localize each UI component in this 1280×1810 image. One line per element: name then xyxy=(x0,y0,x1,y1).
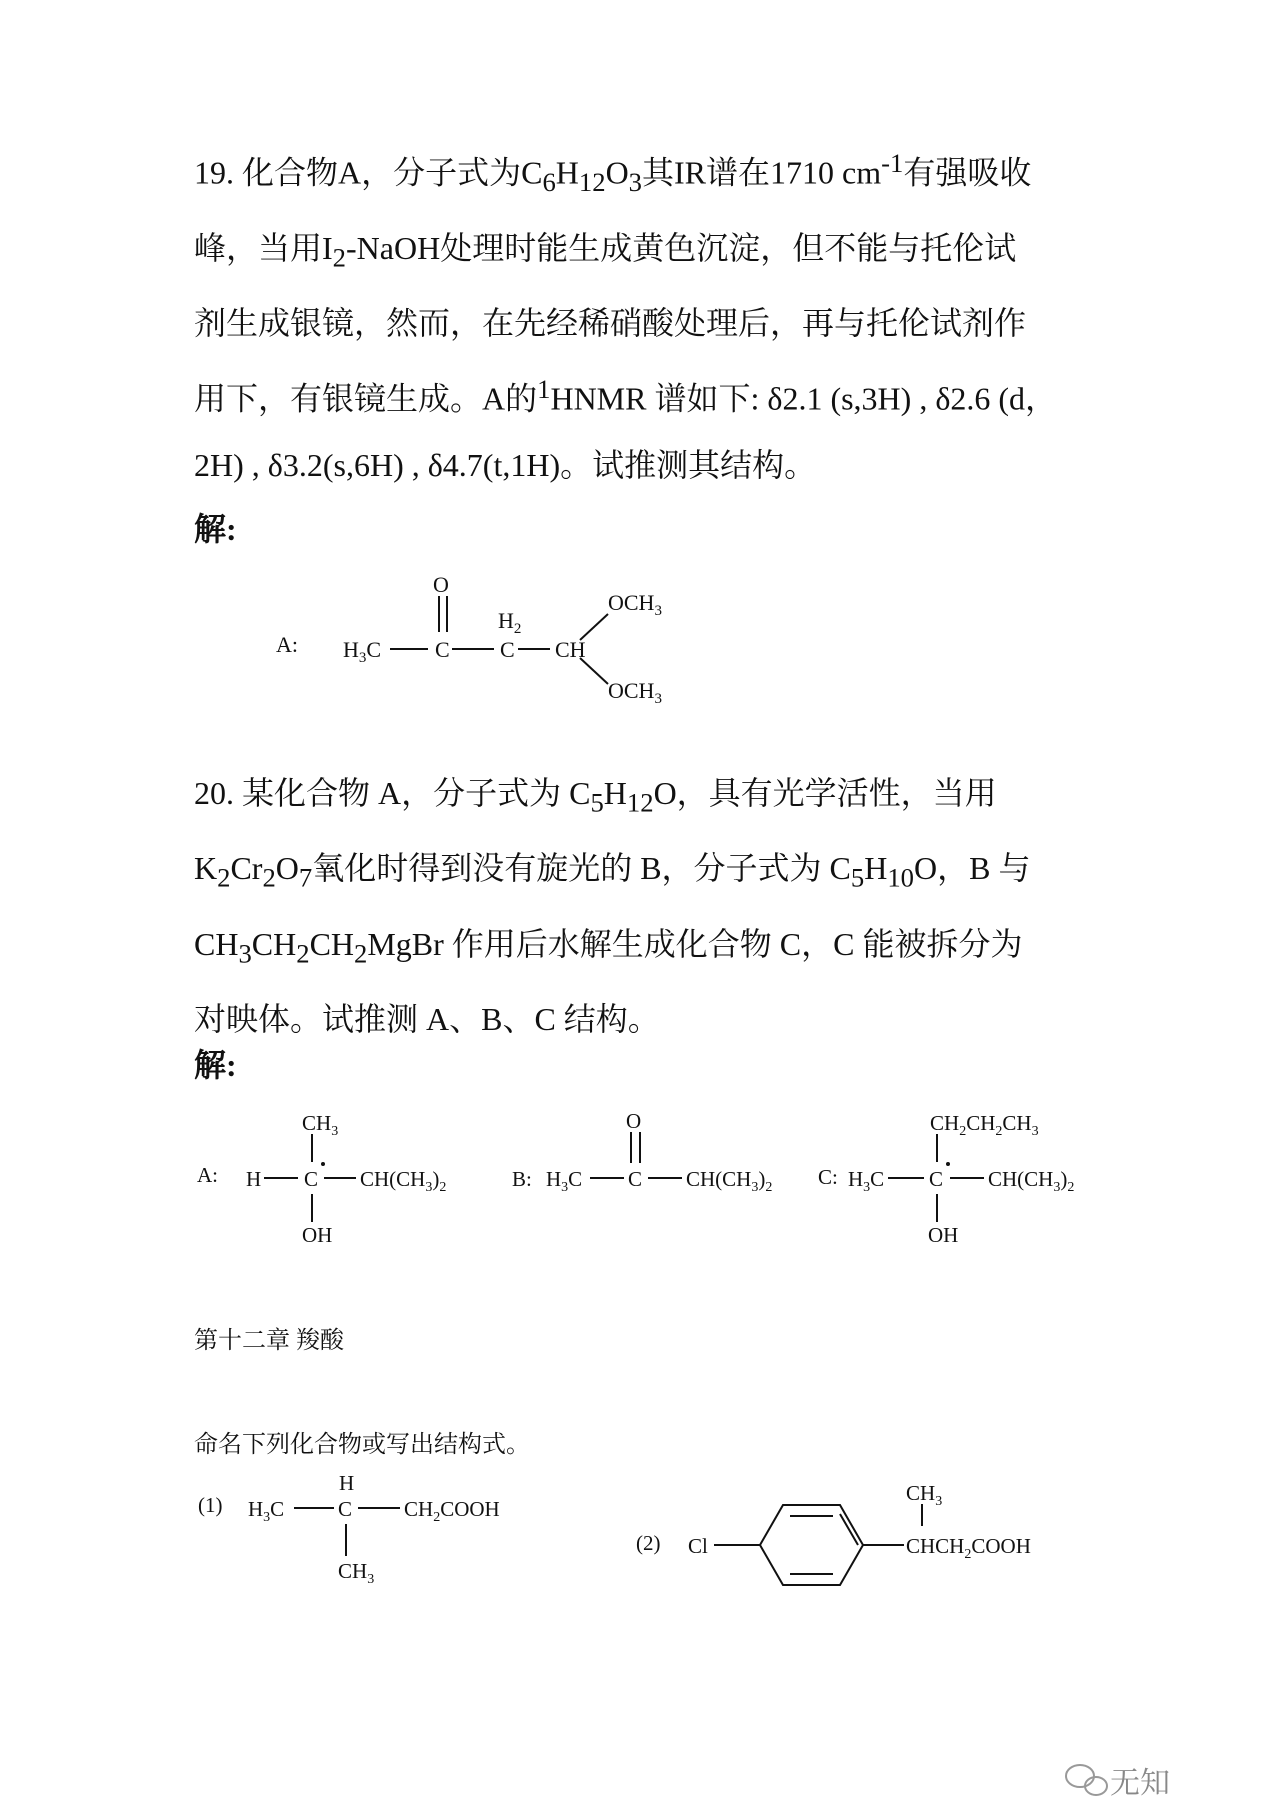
q19-struct-label: A: xyxy=(276,632,298,657)
s1-h3c: $H_3C$ xyxy=(248,1497,285,1525)
q20-a-label: A: xyxy=(197,1163,218,1187)
q20-a-chiral-dot xyxy=(321,1162,325,1166)
s1-h: H xyxy=(339,1471,355,1495)
q20-line-3: $CH_3CH_2CH_2MgBr$ 作用后水解生成化合物 C，C 能被拆分为 xyxy=(194,925,1023,969)
s1-ch3: $CH_3$ xyxy=(338,1559,375,1587)
q19-line-2: 峰，当用$I_2$-NaOH处理时能生成黄色沉淀，但不能与托伦试 xyxy=(194,230,1017,273)
chapter-title: 第十二章 羧酸 xyxy=(194,1328,344,1354)
wechat-icon xyxy=(1066,1765,1107,1795)
watermark-text: 无知 xyxy=(1110,1766,1170,1801)
chapter-structure-2 xyxy=(636,1481,1031,1562)
q20-answer-label: 解: xyxy=(194,1047,237,1083)
q20-c-oh: OH xyxy=(928,1223,959,1247)
q20-c-h3c: $H_3C$ xyxy=(848,1167,885,1195)
q20-a-h: H xyxy=(246,1167,262,1191)
q19-carbonyl-carbon: C xyxy=(435,637,450,662)
q19-ch: CH xyxy=(555,637,586,662)
q20-a-ch3: $CH_3$ xyxy=(302,1111,339,1139)
s1-number: (1) xyxy=(198,1493,223,1517)
s2-cl: Cl xyxy=(688,1534,708,1558)
q19-och3-bottom: $OCH_3$ xyxy=(608,678,662,707)
q20-structure-a xyxy=(197,1111,446,1247)
chapter-structure-1 xyxy=(198,1471,500,1587)
q19-answer-label: 解: xyxy=(194,511,237,547)
s1-right: $CH_2COOH$ xyxy=(404,1497,500,1525)
q19-h3c: $H_3C$ xyxy=(343,637,382,666)
q19-line-5: 2H) , δ3.2(s,6H) , δ4.7(t,1H)。试推测其结构。 xyxy=(194,447,817,484)
q20-c-label: C: xyxy=(818,1165,838,1189)
bond-lines xyxy=(264,596,984,1585)
q20-b-right: $CH(CH_3)_2$ xyxy=(686,1167,773,1195)
q20-a-c: C xyxy=(304,1167,319,1191)
q20-line-4: 对映体。试推测 A、B、C 结构。 xyxy=(194,1001,660,1038)
q20-b-o: O xyxy=(626,1109,642,1133)
q20-a-right: $CH(CH_3)_2$ xyxy=(360,1167,447,1195)
q19-methylene-carbon: C xyxy=(500,637,515,662)
q20-c-top: $CH_2CH_2CH_3$ xyxy=(930,1111,1039,1139)
s2-right: $CHCH_2COOH$ xyxy=(906,1534,1031,1562)
q20-c-right: $CH(CH_3)_2$ xyxy=(988,1167,1075,1195)
q20-c-c: C xyxy=(929,1167,944,1191)
s2-ch3: $CH_3$ xyxy=(906,1481,943,1509)
q20-a-oh: OH xyxy=(302,1223,333,1247)
q20-line-1: 20. 某化合物 A，分子式为 $C_5H_{12}O$，具有光学活性，当用 xyxy=(194,775,997,818)
q20-b-h3c: $H_3C$ xyxy=(546,1167,583,1195)
q20-b-label: B: xyxy=(512,1167,532,1191)
q19-line-4: 用下，有银镜生成。A的$^1$HNMR 谱如下: δ2.1 (s,3H) , δ2.6 (d， xyxy=(194,374,1058,418)
q20-structure-b xyxy=(512,1109,772,1195)
q19-och3-top: $OCH_3$ xyxy=(608,590,662,619)
q20-line-2: $K_2Cr_2O_7$氧化时得到没有旋光的 B，分子式为 $C_5H_{10}O$，B 与 xyxy=(194,850,1031,893)
q19-structure xyxy=(276,572,662,707)
q20-b-c: C xyxy=(628,1167,643,1191)
s2-number: (2) xyxy=(636,1531,661,1555)
q19-line-1: 19. 化合物A，分子式为$C_6H_{12}O_3$其IR谱在1710 $cm^{-1}$有强吸收 xyxy=(194,148,1032,198)
q19-h2: $H_2$ xyxy=(498,608,522,637)
chapter-instruction: 命名下列化合物或写出结构式。 xyxy=(194,1432,530,1458)
q20-structure-c xyxy=(818,1111,1074,1247)
q19-carbonyl-oxygen: O xyxy=(433,572,449,597)
q20-c-chiral-dot xyxy=(946,1162,950,1166)
q19-line-3: 剂生成银镜，然而，在先经稀硝酸处理后，再与托伦试剂作 xyxy=(194,305,1027,342)
s1-c: C xyxy=(338,1497,353,1521)
